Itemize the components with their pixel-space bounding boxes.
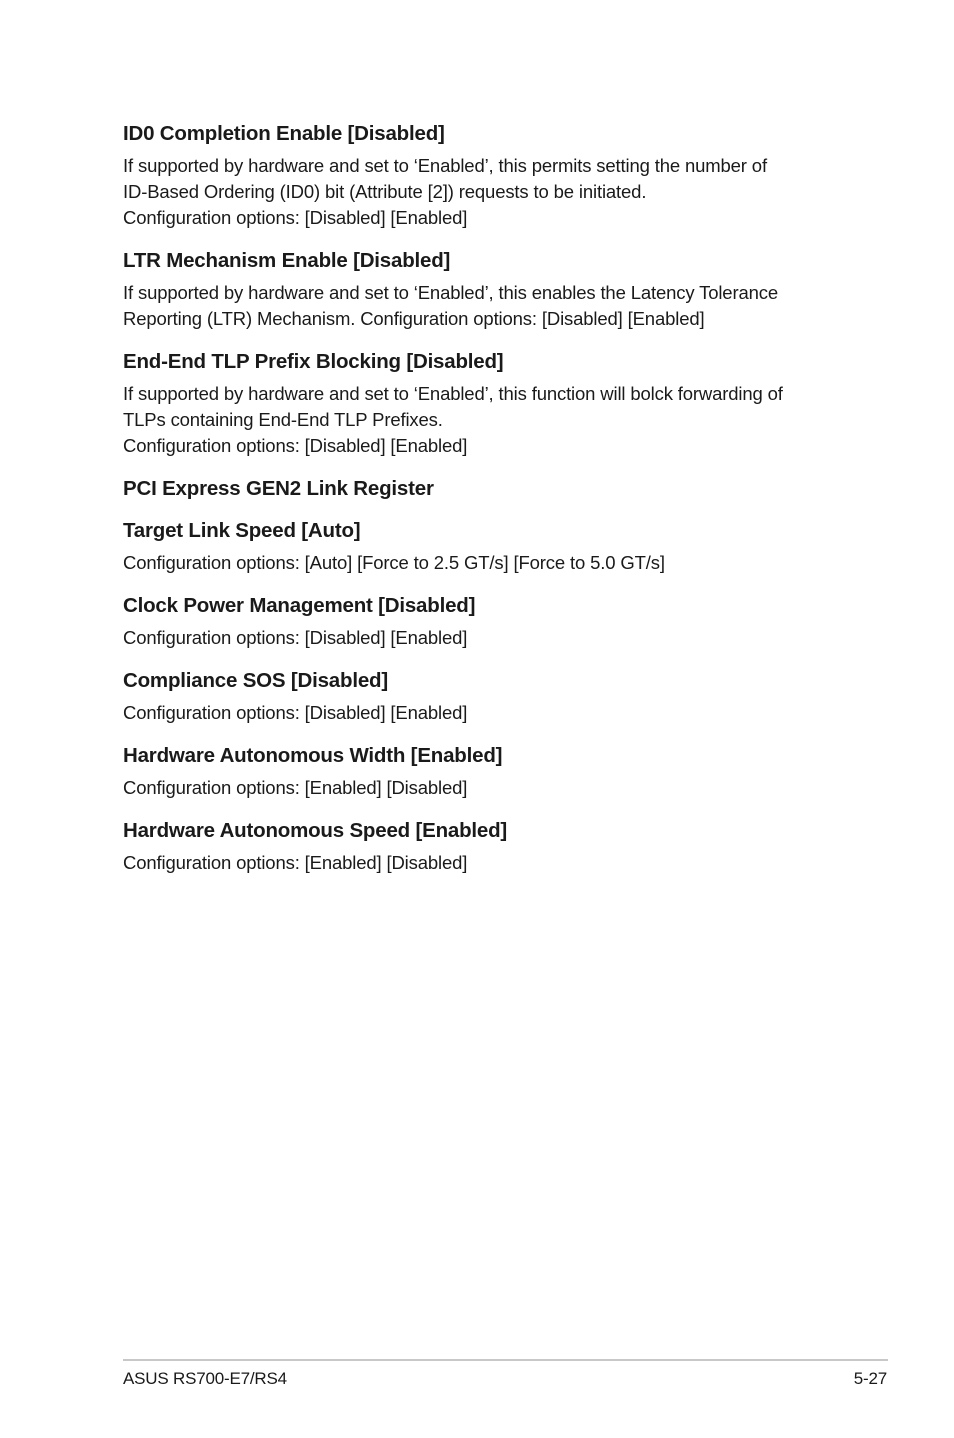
description-line: ID-Based Ordering (ID0) bit (Attribute [2]) requests to be initiated. [123, 181, 647, 202]
description-line: If supported by hardware and set to ‘Enabled’, this permits setting the number of [123, 155, 767, 176]
section-pci-express-gen2-link-register [123, 476, 863, 502]
section-heading: Hardware Autonomous Width [Enabled] [123, 744, 503, 767]
section-description [123, 280, 863, 332]
group-heading: PCI Express GEN2 Link Register [123, 477, 434, 500]
section-id0-completion-enable [123, 121, 863, 231]
section-heading: Target Link Speed [Auto] [123, 519, 361, 542]
section-description [123, 153, 863, 231]
section-clock-power-management [123, 593, 863, 651]
section-end-end-tlp-prefix-blocking [123, 349, 863, 459]
section-heading: Clock Power Management [Disabled] [123, 594, 476, 617]
section-description [123, 625, 863, 651]
description-line: Configuration options: [Enabled] [Disabled] [123, 852, 468, 873]
description-line: If supported by hardware and set to ‘Enabled’, this function will bolck forwarding of [123, 383, 783, 404]
description-line: Configuration options: [Disabled] [Enabled] [123, 207, 468, 228]
description-line: Reporting (LTR) Mechanism. Configuration options: [Disabled] [Enabled] [123, 308, 705, 329]
description-line: If supported by hardware and set to ‘Enabled’, this enables the Latency Tolerance [123, 282, 778, 303]
section-description [123, 550, 863, 576]
manual-content [123, 121, 863, 893]
section-heading: ID0 Completion Enable [Disabled] [123, 122, 445, 145]
section-heading: LTR Mechanism Enable [Disabled] [123, 249, 451, 272]
section-description [123, 850, 863, 876]
section-hardware-autonomous-width [123, 743, 863, 801]
description-line: Configuration options: [Disabled] [Enabled] [123, 435, 468, 456]
section-heading: End-End TLP Prefix Blocking [Disabled] [123, 350, 504, 373]
footer-page-number: 5-27 [853, 1369, 887, 1388]
description-line: Configuration options: [Disabled] [Enabled] [123, 627, 468, 648]
description-line: Configuration options: [Enabled] [Disabled] [123, 777, 468, 798]
section-description [123, 381, 863, 459]
section-hardware-autonomous-speed [123, 818, 863, 876]
description-line: Configuration options: [Disabled] [Enabled] [123, 702, 468, 723]
section-compliance-sos [123, 668, 863, 726]
footer-product-name: ASUS RS700-E7/RS4 [123, 1369, 287, 1388]
section-description [123, 775, 863, 801]
description-line: TLPs containing End-End TLP Prefixes. [123, 409, 443, 430]
section-heading: Compliance SOS [Disabled] [123, 669, 388, 692]
description-line: Configuration options: [Auto] [Force to 2.5 GT/s] [Force to 5.0 GT/s] [123, 552, 665, 573]
footer-divider [123, 1359, 888, 1361]
section-description [123, 700, 863, 726]
section-ltr-mechanism-enable [123, 248, 863, 332]
section-target-link-speed [123, 518, 863, 576]
section-heading: Hardware Autonomous Speed [Enabled] [123, 819, 508, 842]
